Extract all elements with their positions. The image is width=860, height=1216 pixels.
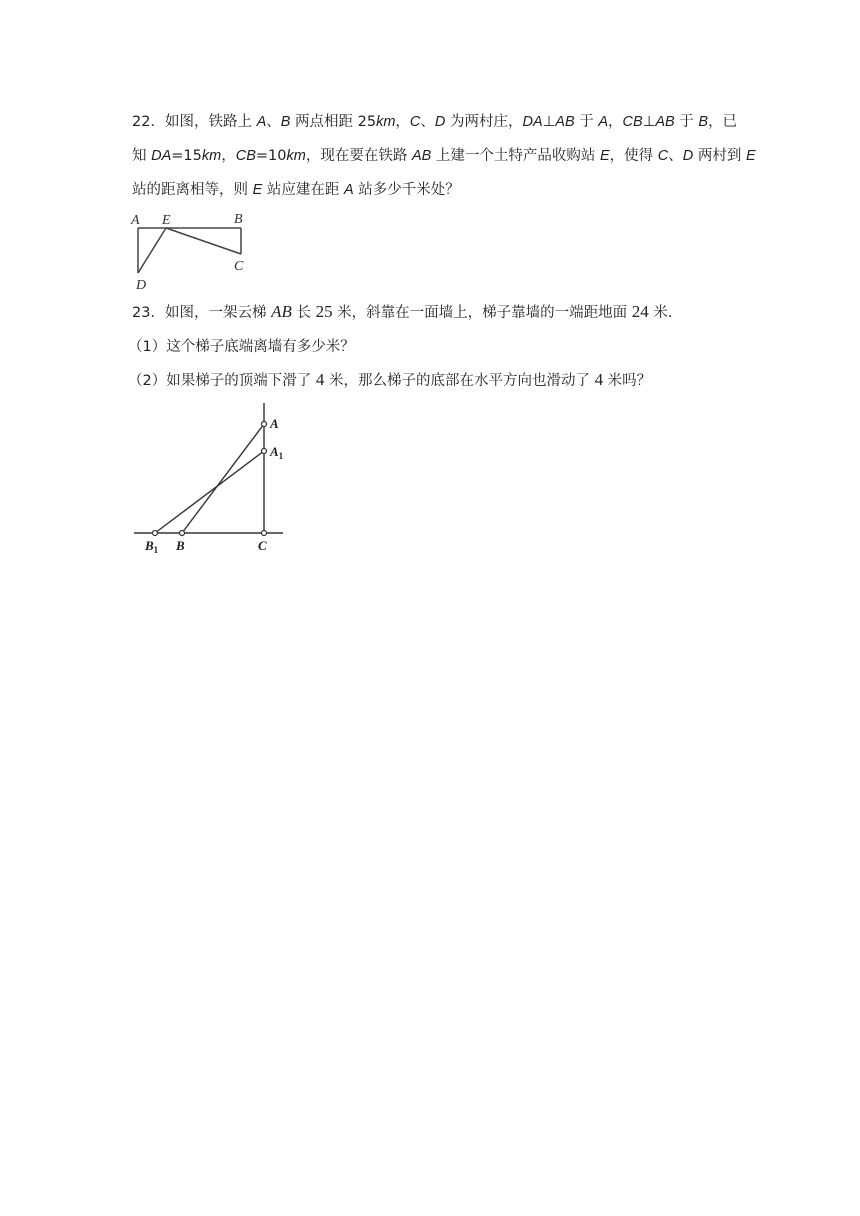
ladder-AB xyxy=(182,424,264,533)
text: 23．如图，一架云梯 xyxy=(132,305,272,321)
text: 站的距离相等，则 xyxy=(132,182,253,198)
q23-part-2 xyxy=(128,370,651,391)
text: （2）如果梯子的顶端下滑了 xyxy=(128,373,316,389)
label-C: C xyxy=(234,259,244,274)
perp-symbol: ⊥ xyxy=(542,114,556,130)
text: 、 xyxy=(266,114,281,130)
label-A: A xyxy=(270,416,279,431)
var-A: A xyxy=(256,114,267,130)
var-A: A xyxy=(598,114,609,130)
ladder-A1B1 xyxy=(155,451,264,533)
text: 于 xyxy=(574,114,599,130)
point-B1 xyxy=(153,531,158,536)
label-C: C xyxy=(258,538,267,553)
text: 知 xyxy=(132,148,152,164)
q22-line-2 xyxy=(132,146,756,166)
var-C: C xyxy=(657,148,669,164)
text: 站多少千米处？ xyxy=(353,182,460,198)
var-E: E xyxy=(745,148,756,164)
q22-line-3 xyxy=(132,180,460,200)
unit-km: km xyxy=(376,114,396,130)
label-B: B xyxy=(234,212,243,227)
point-C xyxy=(262,531,267,536)
var-E: E xyxy=(252,182,263,198)
text: 上建一个土特产品收购站 xyxy=(431,148,600,164)
text: 于 xyxy=(674,114,699,130)
number-24: 24 xyxy=(631,302,649,321)
point-B xyxy=(180,531,185,536)
var-CB: CB xyxy=(235,148,256,164)
text: 、 xyxy=(668,148,683,164)
var-B: B xyxy=(280,114,291,130)
label-A1: $A_1$ xyxy=(270,444,284,461)
var-A: A xyxy=(344,182,354,198)
text: 长 xyxy=(291,305,316,321)
q22-figure xyxy=(128,208,258,292)
var-AB: AB xyxy=(555,114,575,130)
q23-line-1 xyxy=(132,302,673,323)
text: 两点相距 25 xyxy=(290,114,377,130)
label-B: B xyxy=(176,538,185,553)
label-E: E xyxy=(162,213,171,228)
label-D: D xyxy=(136,278,147,292)
segment-EC xyxy=(166,228,241,254)
var-B: B xyxy=(698,114,709,130)
text: ， xyxy=(395,114,410,130)
var-DA: DA xyxy=(522,114,543,130)
text: 为两村庄， xyxy=(445,114,523,130)
text: ， xyxy=(608,114,623,130)
text: ，使得 xyxy=(609,148,658,164)
var-AB: AB xyxy=(271,302,292,321)
text: （1）这个梯子底端离墙有多少米？ xyxy=(128,339,355,355)
q22-line-1 xyxy=(132,112,737,132)
var-DA: DA xyxy=(151,148,172,164)
number-4: 4 xyxy=(594,370,604,389)
var-D: D xyxy=(434,114,446,130)
text: 、 xyxy=(420,114,435,130)
segment-ED xyxy=(138,228,166,273)
q23-part-1 xyxy=(128,337,355,357)
point-A1 xyxy=(262,449,267,454)
text: 两村到 xyxy=(693,148,746,164)
var-D: D xyxy=(682,148,694,164)
var-C: C xyxy=(409,114,421,130)
var-E: E xyxy=(600,148,610,164)
perp-symbol: ⊥ xyxy=(642,114,656,130)
text: ，已 xyxy=(708,114,738,130)
text: 站应建在距 xyxy=(262,182,344,198)
text: ， xyxy=(221,148,236,164)
text: =15 xyxy=(171,148,202,164)
unit-km: km xyxy=(201,148,222,164)
text: =10 xyxy=(255,148,287,164)
var-CB: CB xyxy=(622,114,643,130)
var-AB: AB xyxy=(411,148,432,164)
label-B1: $B_1$ xyxy=(145,538,159,555)
text: 米，那么梯子的底部在水平方向也滑动了 xyxy=(324,373,595,389)
text: 米. xyxy=(648,305,673,321)
q22-number-text: 22．如图，铁路上 xyxy=(132,114,257,130)
text: 米吗？ xyxy=(603,373,652,389)
number-25: 25 xyxy=(315,302,333,321)
unit-km: km xyxy=(286,148,306,164)
text: 米，斜靠在一面墙上，梯子靠墙的一端距地面 xyxy=(332,305,632,321)
label-A: A xyxy=(131,213,140,228)
point-A xyxy=(262,422,267,427)
number-4: 4 xyxy=(315,370,325,389)
var-AB: AB xyxy=(655,114,675,130)
text: ，现在要在铁路 xyxy=(305,148,412,164)
q23-figure xyxy=(130,400,290,560)
